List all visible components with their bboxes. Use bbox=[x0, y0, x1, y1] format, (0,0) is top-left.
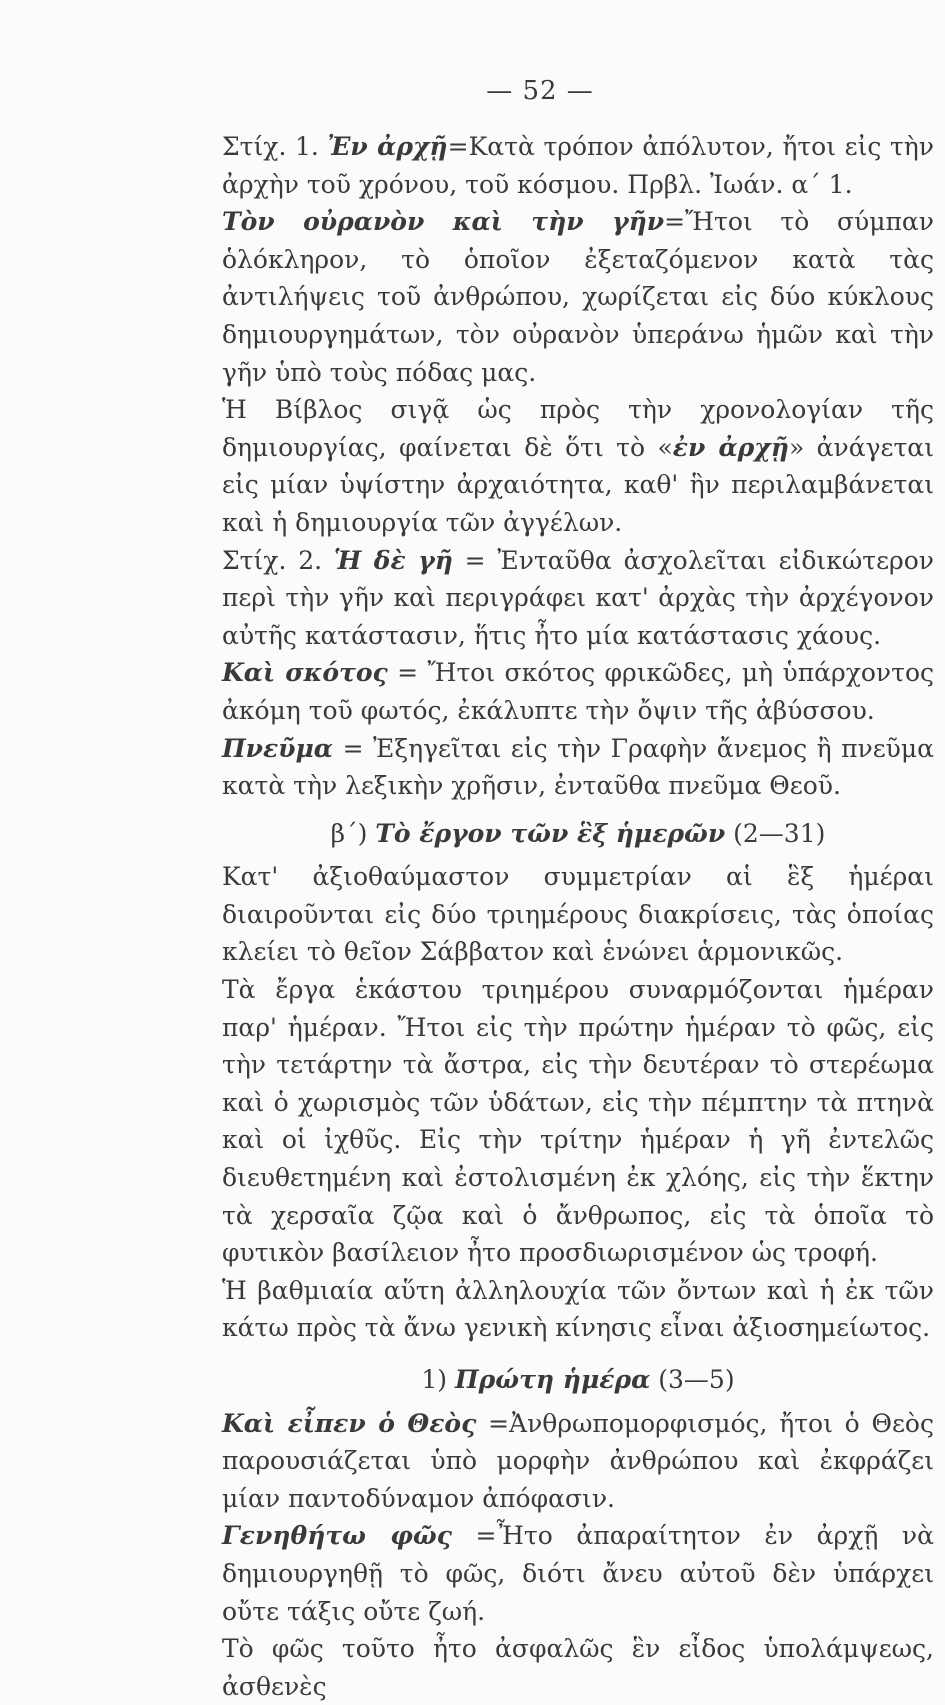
term: Καὶ σκότος bbox=[222, 658, 388, 688]
paragraph-text: =Ἀνθρωπομορφισμός, ἤτοι ὁ Θεὸς παρουσιάζεται ὑπὸ μορφὴν ἀνθρώπου καὶ ἐκφράζει μίαν παντοδύναμον ἀπόφασιν. bbox=[222, 1408, 934, 1513]
term: ἐν ἀρχῇ bbox=[672, 432, 789, 462]
section-heading-first-day bbox=[222, 1361, 934, 1399]
term: Πνεῦμα bbox=[222, 733, 334, 763]
page-number: — 52 — bbox=[486, 76, 594, 106]
paragraph-text: = Ἤτοι σκότος φρικῶδες, μὴ ὑπάρχοντος ἀκόμη τοῦ φωτός, ἐκάλυπτε τὴν ὄψιν τῆς ἀβύσσου. bbox=[222, 658, 934, 725]
paragraph-text: =Ἤτοι τὸ σύμπαν ὁλόκληρον, τὸ ὁποῖον ἐξεταζόμενον κατὰ τὰς ἀντιλήψεις τοῦ ἀνθρώπου, χωρίζεται εἰς δύο κύκλους δημιουργημάτων, τὸν οὐρανὸν ὑπεράνω ἡμῶν καὶ τὴν γῆν ὑπὸ τοὺς πόδας μας. bbox=[222, 207, 934, 387]
paragraph-darkness bbox=[222, 654, 934, 729]
paragraph-symmetry: Κατ' ἀξιοθαύμαστον συμμετρίαν αἱ ἓξ ἡμέραι διαιροῦνται εἰς δύο τριημέρους διακρίσεις, τὰς ὁποίας κλείει τὸ θεῖον Σάββατον καὶ ἑνώνει ἁρμονικῶς. bbox=[222, 862, 934, 967]
paragraph-text: Ἡ Βίβλος σιγᾷ ὡς πρὸς τὴν χρονολογίαν τῆς δημιουργίας, φαίνεται δὲ ὅτι τὸ « bbox=[222, 395, 934, 462]
paragraph-text: =Ἦτο ἀπαραίτητον ἐν ἀρχῇ νὰ δημιουργηθῇ τὸ φῶς, διότι ἄνευ αὐτοῦ δὲν ὑπάρχει οὔτε τάξις οὔτε ζωή. bbox=[222, 1521, 934, 1626]
paragraph-sequence: Ἡ βαθμιαία αὕτη ἀλληλουχία τῶν ὄντων καὶ ἡ ἐκ τῶν κάτω πρὸς τὰ ἄνω γενικὴ κίνησις εἶναι ἀξιοσημείωτος. bbox=[222, 1275, 934, 1343]
paragraph-spirit bbox=[222, 730, 934, 805]
paragraph-bible-chronology bbox=[222, 391, 934, 541]
paragraph-god-said bbox=[222, 1405, 934, 1518]
paragraph-text: =Κατὰ τρόπον ἀπόλυτον, ἤτοι εἰς τὴν ἀρχὴν τοῦ χρόνου, τοῦ κόσμου. Πρβλ. Ἰωάν. α΄ 1. bbox=[222, 132, 934, 199]
paragraph-text: = Ἐνταῦθα ἀσχολεῖται εἰδικώτερον περὶ τὴν γῆν καὶ περιγράφει κατ' ἀρχὰς τὴν ἀρχέγονον αὐτῆς κατάστασιν, ἥτις ἦτο μία κατάστασις χάους. bbox=[222, 545, 934, 650]
body-text bbox=[222, 128, 934, 1705]
section-heading-six-days bbox=[222, 815, 934, 853]
paragraph-works: Τὰ ἔργα ἑκάστου τριημέρου συναρμόζονται ἡμέραν παρ' ἡμέραν. Ἤτοι εἰς τὴν πρώτην ἡμέραν τὸ φῶς, εἰς τὴν τετάρτην τὰ ἄστρα, εἰς τὴν δευτέραν τὸ στερέωμα καὶ ὁ χωρισμὸς τῶν ὑδάτων, εἰς τὴν πέμπτην τὰ πτηνὰ καὶ οἱ ἰχθῦς. Εἰς τὴν τρίτην ἡμέραν ἡ γῆ ἐντελῶς διευθετημένη καὶ ἐστολισμένη ἐκ χλόης, εἰς τὴν ἕκτην τὰ χερσαῖα ζῷα καὶ ὁ ἄνθρωπος, εἰς τὰ ὁποῖα τὸ φυτικὸν βασίλειον ἦτο προσδιωρισμένον ὡς τροφή. bbox=[222, 975, 934, 1268]
paragraph-text: » ἀνάγεται εἰς μίαν ὑψίστην ἀρχαιότητα, καθ' ἣν περιλαμβάνεται καὶ ἡ δημιουργία τῶν ἀγγέλων. bbox=[222, 432, 934, 537]
verse-label: Στίχ. 2. bbox=[222, 545, 323, 575]
term: Γενηθήτω φῶς bbox=[222, 1521, 452, 1551]
term: Ἡ δὲ γῆ bbox=[333, 545, 453, 575]
paragraph-verse-2 bbox=[222, 542, 934, 655]
paragraph-verse-1 bbox=[222, 128, 934, 203]
term: Ἐν ἀρχῇ bbox=[327, 132, 448, 161]
verse-label: Στίχ. 1. bbox=[222, 132, 319, 161]
term: Τὸν οὐρανὸν καὶ τὴν γῆν bbox=[222, 207, 665, 237]
heading-prefix: β΄) bbox=[330, 818, 368, 848]
paragraph-text: = Ἐξηγεῖται εἰς τὴν Γραφὴν ἄνεμος ἢ πνεῦμα κατὰ τὴν λεξικὴν χρῆσιν, ἐνταῦθα πνεῦμα Θεοῦ. bbox=[222, 733, 934, 801]
heading-title: Πρώτη ἡμέρα bbox=[455, 1365, 651, 1394]
heading-title: Τὸ ἔργον τῶν ἓξ ἡμερῶν bbox=[375, 818, 726, 848]
term: Καὶ εἶπεν ὁ Θεὸς bbox=[222, 1408, 477, 1438]
paragraph-light: Τὸ φῶς τοῦτο ἦτο ἀσφαλῶς ἓν εἶδος ὑπολάμψεως, ἀσθενὲς bbox=[222, 1634, 934, 1701]
paragraph-heaven-earth bbox=[222, 203, 934, 391]
heading-prefix: 1) bbox=[421, 1365, 448, 1394]
heading-range: (2—31) bbox=[733, 818, 826, 848]
heading-range: (3—5) bbox=[658, 1365, 735, 1394]
paragraph-let-there-be-light bbox=[222, 1517, 934, 1630]
